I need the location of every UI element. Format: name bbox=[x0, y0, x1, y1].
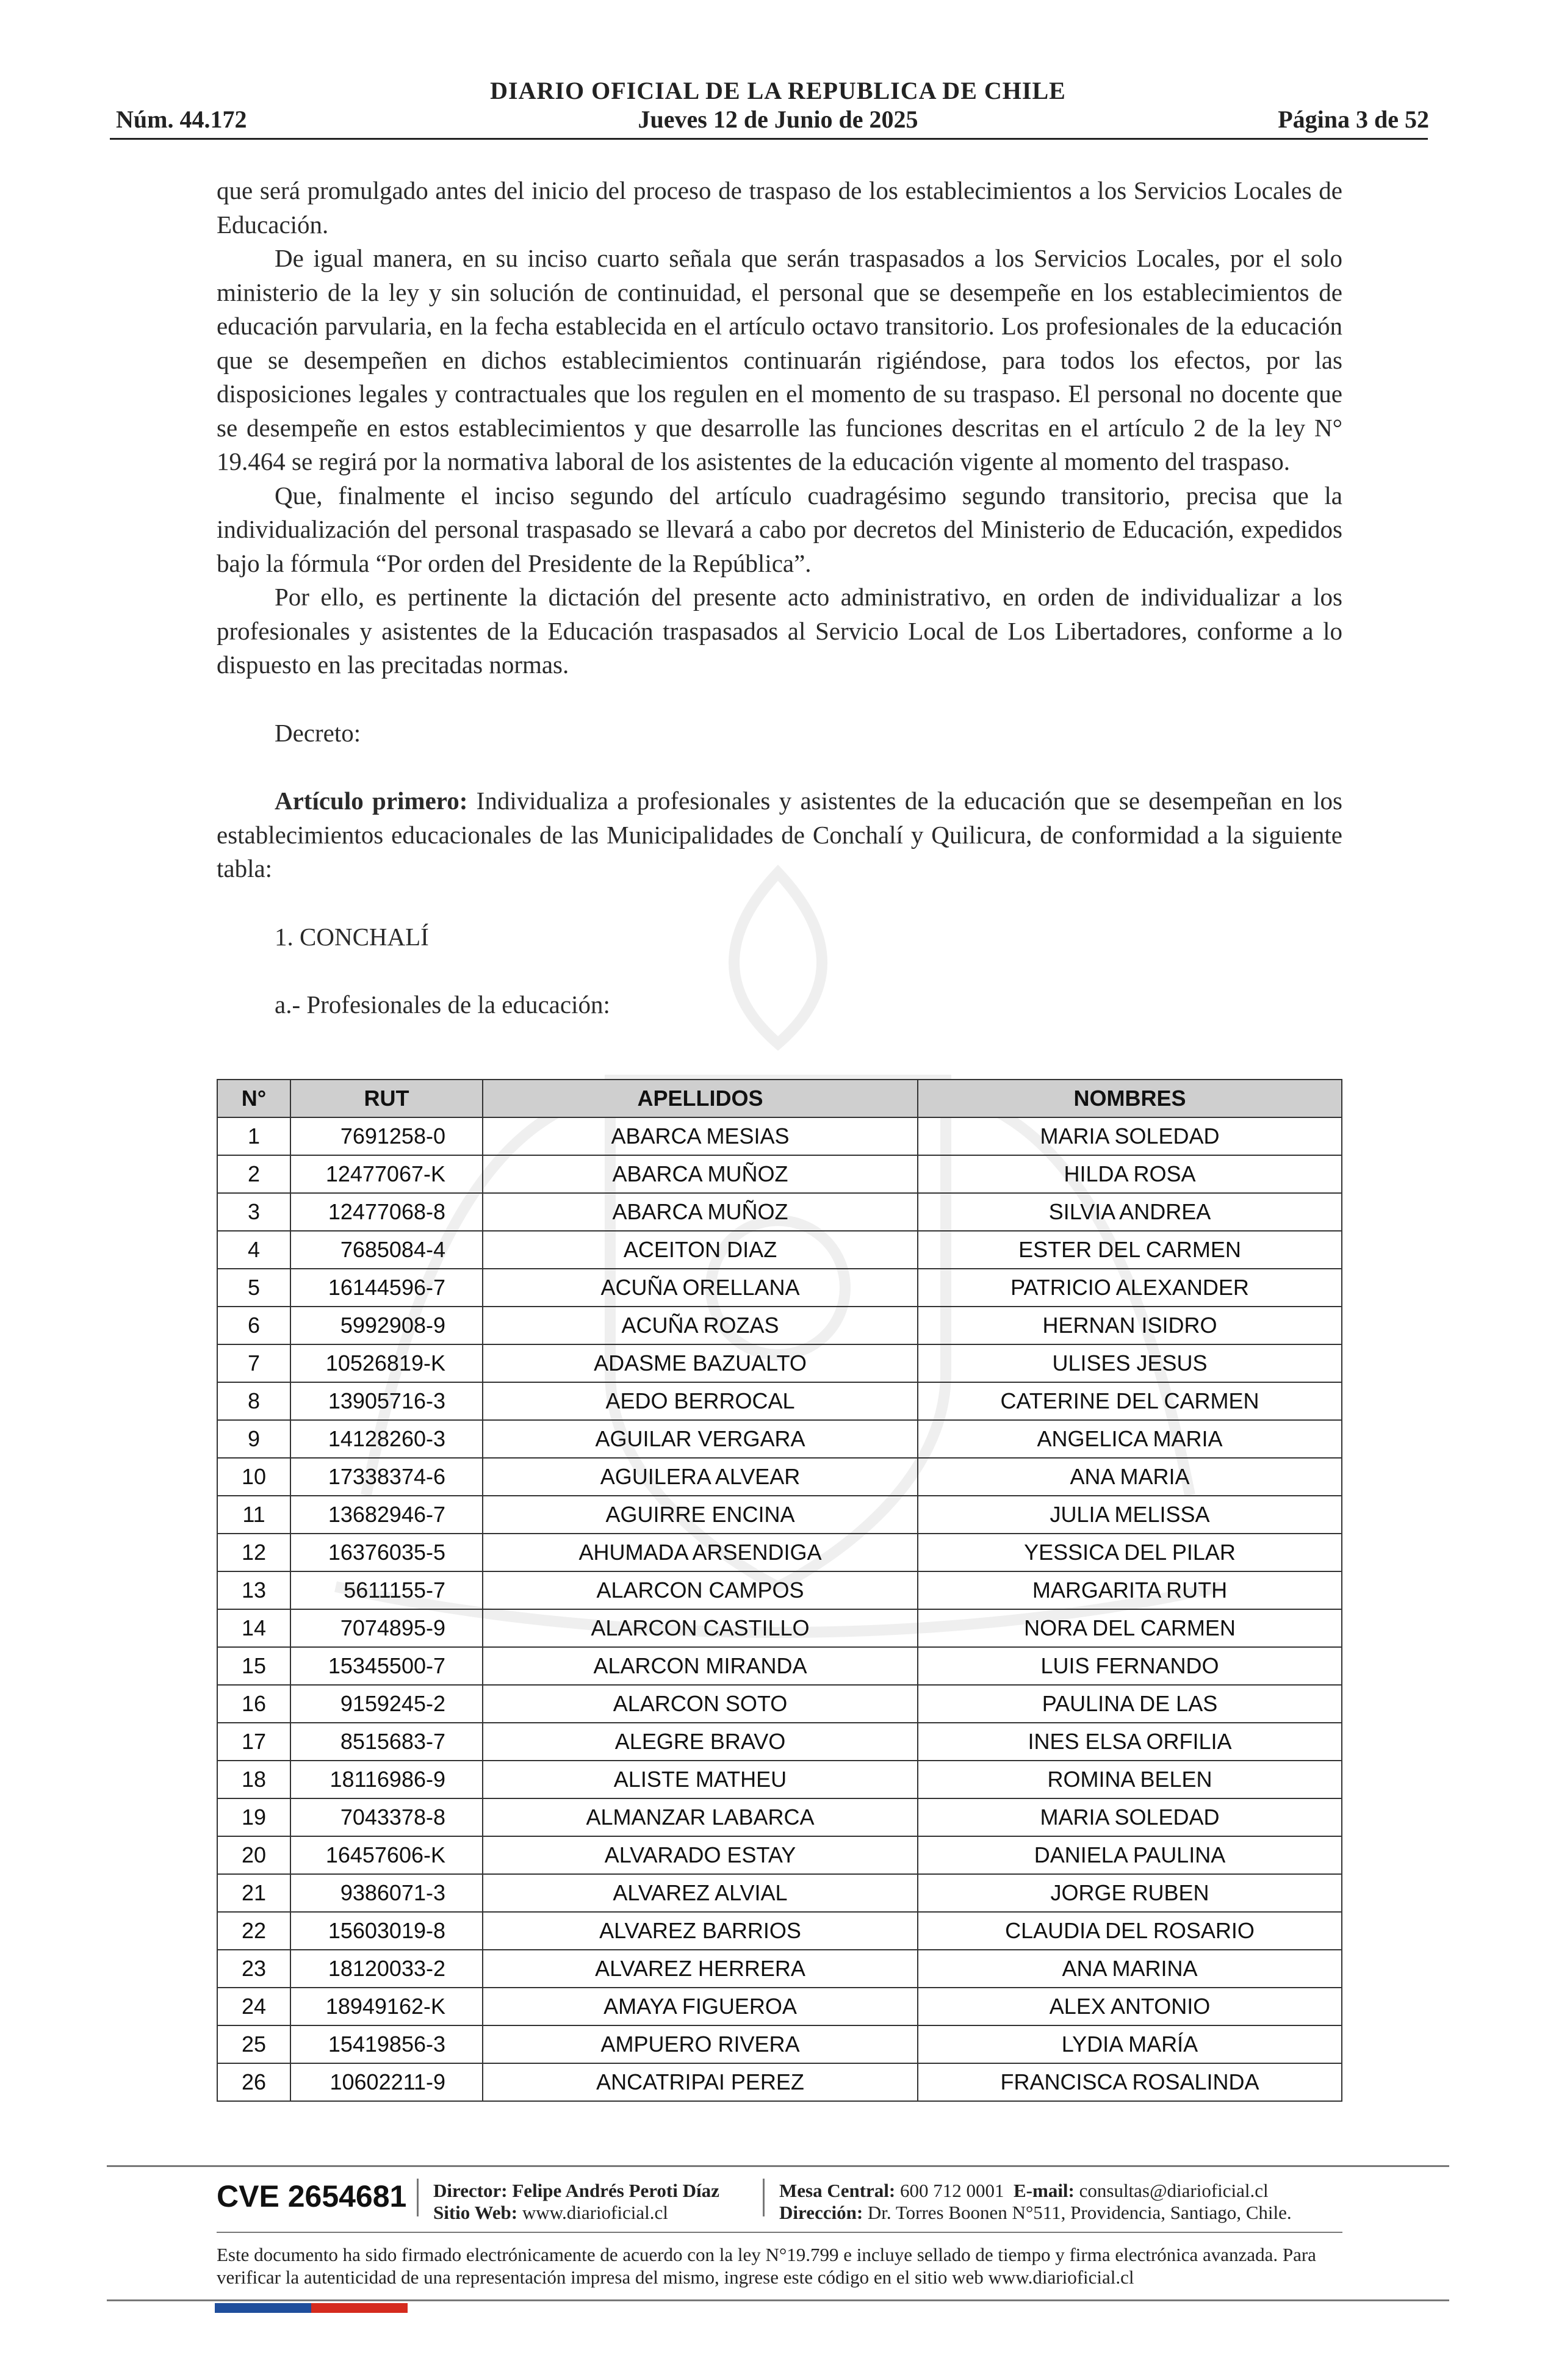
apellidos-cell: AEDO BERROCAL bbox=[483, 1382, 918, 1420]
table-header-row bbox=[217, 1080, 1342, 1117]
row-number: 6 bbox=[217, 1307, 290, 1344]
rut-cell: 9386071-3 bbox=[290, 1874, 483, 1912]
table-row bbox=[217, 1155, 1342, 1193]
rut-cell: 13905716-3 bbox=[290, 1382, 483, 1420]
nombres-cell: CLAUDIA DEL ROSARIO bbox=[918, 1912, 1342, 1950]
nombres-cell: ANA MARIA bbox=[918, 1458, 1342, 1496]
table-row bbox=[217, 1231, 1342, 1269]
row-number: 14 bbox=[217, 1609, 290, 1647]
footer-separator bbox=[417, 2179, 419, 2216]
header-divider bbox=[110, 138, 1428, 140]
address-text: Dr. Torres Boonen N°511, Providencia, Santiago, Chile. bbox=[867, 2202, 1292, 2223]
rut-cell: 10526819-K bbox=[290, 1344, 483, 1382]
table-row bbox=[217, 1534, 1342, 1571]
apellidos-cell: ALEGRE BRAVO bbox=[483, 1723, 918, 1761]
apellidos-cell: ALISTE MATHEU bbox=[483, 1761, 918, 1798]
apellidos-cell: ABARCA MUÑOZ bbox=[483, 1155, 918, 1193]
rut-cell: 7043378-8 bbox=[290, 1798, 483, 1836]
apellidos-cell: AGUIRRE ENCINA bbox=[483, 1496, 918, 1534]
publication-title: DIARIO OFICIAL DE LA REPUBLICA DE CHILE bbox=[490, 77, 1066, 104]
rut-cell: 13682946-7 bbox=[290, 1496, 483, 1534]
rut-cell: 16457606-K bbox=[290, 1836, 483, 1874]
decreto-heading: Decreto: bbox=[275, 718, 361, 747]
table-row bbox=[217, 1117, 1342, 1155]
table-row bbox=[217, 2025, 1342, 2063]
table-row bbox=[217, 1761, 1342, 1798]
row-number: 4 bbox=[217, 1231, 290, 1269]
apellidos-cell: ACEITON DIAZ bbox=[483, 1231, 918, 1269]
rut-cell: 16144596-7 bbox=[290, 1269, 483, 1307]
nombres-cell: SILVIA ANDREA bbox=[918, 1193, 1342, 1231]
apellidos-cell: ALVARADO ESTAY bbox=[483, 1836, 918, 1874]
apellidos-cell: ALMANZAR LABARCA bbox=[483, 1798, 918, 1836]
apellidos-cell: AHUMADA ARSENDIGA bbox=[483, 1534, 918, 1571]
nombres-cell: HERNAN ISIDRO bbox=[918, 1307, 1342, 1344]
column-header-nombres: NOMBRES bbox=[918, 1080, 1342, 1117]
table-row bbox=[217, 1685, 1342, 1723]
table-row bbox=[217, 1193, 1342, 1231]
nombres-cell: INES ELSA ORFILIA bbox=[918, 1723, 1342, 1761]
nombres-cell: HILDA ROSA bbox=[918, 1155, 1342, 1193]
rut-cell: 16376035-5 bbox=[290, 1534, 483, 1571]
flag-stripe-red bbox=[311, 2303, 408, 2313]
row-number: 11 bbox=[217, 1496, 290, 1534]
table-row bbox=[217, 1988, 1342, 2025]
apellidos-cell: ALVAREZ ALVIAL bbox=[483, 1874, 918, 1912]
apellidos-cell: ABARCA MESIAS bbox=[483, 1117, 918, 1155]
rut-cell: 14128260-3 bbox=[290, 1420, 483, 1458]
table-row bbox=[217, 1571, 1342, 1609]
rut-cell: 18120033-2 bbox=[290, 1950, 483, 1988]
email-link[interactable]: consultas@diarioficial.cl bbox=[1079, 2180, 1269, 2201]
site-label: Sitio Web: bbox=[433, 2202, 518, 2223]
table-row bbox=[217, 1344, 1342, 1382]
legal-notice: Este documento ha sido firmado electrónicamente de acuerdo con la ley N°19.799 e incluye sellado de tiempo y firma electrónica avanzada. Para verificar la autenticidad de una representación impresa del mismo, ingrese este código en el sitio web www.diarioficial.cl bbox=[217, 2244, 1316, 2288]
column-header-apellidos: APELLIDOS bbox=[483, 1080, 918, 1117]
rut-cell: 12477068-8 bbox=[290, 1193, 483, 1231]
nombres-cell: LUIS FERNANDO bbox=[918, 1647, 1342, 1685]
table-row bbox=[217, 1269, 1342, 1307]
row-number: 20 bbox=[217, 1836, 290, 1874]
nombres-cell: PATRICIO ALEXANDER bbox=[918, 1269, 1342, 1307]
rut-cell: 7074895-9 bbox=[290, 1609, 483, 1647]
rut-cell: 5992908-9 bbox=[290, 1307, 483, 1344]
apellidos-cell: ALARCON SOTO bbox=[483, 1685, 918, 1723]
row-number: 26 bbox=[217, 2063, 290, 2101]
rut-cell: 15345500-7 bbox=[290, 1647, 483, 1685]
paragraph-3: Que, finalmente el inciso segundo del artículo cuadragésimo segundo transitorio, precisa que la individualización del personal traspasado se llevará a cabo por decretos del Ministerio de Educación, expedidos bajo la fórmula “Por orden del Presidente de la República”. bbox=[217, 481, 1342, 577]
column-header-rut: RUT bbox=[290, 1080, 483, 1117]
rut-cell: 5611155-7 bbox=[290, 1571, 483, 1609]
apellidos-cell: ABARCA MUÑOZ bbox=[483, 1193, 918, 1231]
row-number: 2 bbox=[217, 1155, 290, 1193]
apellidos-cell: ANCATRIPAI PEREZ bbox=[483, 2063, 918, 2101]
table-row bbox=[217, 1950, 1342, 1988]
column-header-number: N° bbox=[217, 1080, 290, 1117]
nombres-cell: DANIELA PAULINA bbox=[918, 1836, 1342, 1874]
apellidos-cell: AGUILERA ALVEAR bbox=[483, 1458, 918, 1496]
table-row bbox=[217, 1458, 1342, 1496]
apellidos-cell: AMAYA FIGUEROA bbox=[483, 1988, 918, 2025]
rut-cell: 12477067-K bbox=[290, 1155, 483, 1193]
row-number: 25 bbox=[217, 2025, 290, 2063]
apellidos-cell: ALVAREZ BARRIOS bbox=[483, 1912, 918, 1950]
rut-cell: 7691258-0 bbox=[290, 1117, 483, 1155]
document-body bbox=[217, 174, 1342, 1022]
table-row bbox=[217, 1874, 1342, 1912]
row-number: 21 bbox=[217, 1874, 290, 1912]
apellidos-cell: ALARCON MIRANDA bbox=[483, 1647, 918, 1685]
page-header bbox=[0, 0, 1556, 146]
publication-date: Jueves 12 de Junio de 2025 bbox=[638, 106, 918, 133]
apellidos-cell: ACUÑA ORELLANA bbox=[483, 1269, 918, 1307]
nombres-cell: ALEX ANTONIO bbox=[918, 1988, 1342, 2025]
staff-table bbox=[217, 1079, 1342, 2102]
apellidos-cell: AMPUERO RIVERA bbox=[483, 2025, 918, 2063]
footer-separator bbox=[763, 2179, 765, 2216]
phone-label: Mesa Central: bbox=[779, 2180, 896, 2201]
contact-block bbox=[779, 2180, 1292, 2224]
row-number: 10 bbox=[217, 1458, 290, 1496]
table-row bbox=[217, 1382, 1342, 1420]
nombres-cell: MARIA SOLEDAD bbox=[918, 1117, 1342, 1155]
nombres-cell: MARGARITA RUTH bbox=[918, 1571, 1342, 1609]
rut-cell: 9159245-2 bbox=[290, 1685, 483, 1723]
rut-cell: 10602211-9 bbox=[290, 2063, 483, 2101]
director-block bbox=[433, 2180, 719, 2224]
nombres-cell: PAULINA DE LAS bbox=[918, 1685, 1342, 1723]
subsection-heading: a.- Profesionales de la educación: bbox=[275, 990, 610, 1019]
apellidos-cell: ALARCON CASTILLO bbox=[483, 1609, 918, 1647]
row-number: 5 bbox=[217, 1269, 290, 1307]
table-row bbox=[217, 1647, 1342, 1685]
phone-number: 600 712 0001 bbox=[900, 2180, 1004, 2201]
row-number: 17 bbox=[217, 1723, 290, 1761]
nombres-cell: LYDIA MARÍA bbox=[918, 2025, 1342, 2063]
paragraph-4: Por ello, es pertinente la dictación del presente acto administrativo, en orden de individualizar a los profesionales y asistentes de la Educación traspasados al Servicio Local de Los Libertadores, conforme a lo dispuesto en las precitadas normas. bbox=[217, 583, 1342, 679]
nombres-cell: ULISES JESUS bbox=[918, 1344, 1342, 1382]
rut-cell: 15419856-3 bbox=[290, 2025, 483, 2063]
nombres-cell: YESSICA DEL PILAR bbox=[918, 1534, 1342, 1571]
row-number: 15 bbox=[217, 1647, 290, 1685]
row-number: 7 bbox=[217, 1344, 290, 1382]
row-number: 16 bbox=[217, 1685, 290, 1723]
nombres-cell: ROMINA BELEN bbox=[918, 1761, 1342, 1798]
table-row bbox=[217, 1912, 1342, 1950]
nombres-cell: NORA DEL CARMEN bbox=[918, 1609, 1342, 1647]
footer-divider-top bbox=[107, 2165, 1449, 2167]
table-row bbox=[217, 1307, 1342, 1344]
row-number: 18 bbox=[217, 1761, 290, 1798]
table-row bbox=[217, 1798, 1342, 1836]
article-one-label: Artículo primero: bbox=[275, 787, 468, 815]
nombres-cell: ANGELICA MARIA bbox=[918, 1420, 1342, 1458]
paragraph-1: que será promulgado antes del inicio del proceso de traspaso de los establecimientos a los Servicios Locales de Educación. bbox=[217, 176, 1342, 239]
table-row bbox=[217, 1836, 1342, 1874]
site-link[interactable]: www.diarioficial.cl bbox=[522, 2202, 668, 2223]
director-name: Felipe Andrés Peroti Díaz bbox=[512, 2180, 719, 2201]
article-one bbox=[217, 784, 1342, 886]
row-number: 13 bbox=[217, 1571, 290, 1609]
rut-cell: 7685084-4 bbox=[290, 1231, 483, 1269]
nombres-cell: ESTER DEL CARMEN bbox=[918, 1231, 1342, 1269]
paragraph-2: De igual manera, en su inciso cuarto señala que serán traspasados a los Servicios Locales, por el solo ministerio de la ley y sin solución de continuidad, el personal que se desempeñe en los establecimientos de educación parvularia, en la fecha establecida en el artículo octavo transitorio. Los profesionales de la educación que se desempeñen en dichos establecimientos continuarán rigiéndose, para todos los efectos, por las disposiciones legales y contractuales que los regulen en el momento de su traspaso. El personal no docente que se desempeñe en estos establecimientos y que desarrolle las funciones descritas en el artículo 2 de la ley N° 19.464 se regirá por la normativa laboral de los asistentes de la educación vigente al momento del traspaso. bbox=[217, 244, 1342, 475]
apellidos-cell: AGUILAR VERGARA bbox=[483, 1420, 918, 1458]
section-heading: 1. CONCHALÍ bbox=[275, 922, 429, 951]
table-row bbox=[217, 2063, 1342, 2101]
apellidos-cell: ACUÑA ROZAS bbox=[483, 1307, 918, 1344]
issue-number: Núm. 44.172 bbox=[116, 106, 247, 133]
table-row bbox=[217, 1420, 1342, 1458]
row-number: 12 bbox=[217, 1534, 290, 1571]
nombres-cell: JORGE RUBEN bbox=[918, 1874, 1342, 1912]
rut-cell: 18116986-9 bbox=[290, 1761, 483, 1798]
apellidos-cell: ALARCON CAMPOS bbox=[483, 1571, 918, 1609]
row-number: 8 bbox=[217, 1382, 290, 1420]
article-one-text: Individualiza a profesionales y asistentes de la educación que se desempeñan en los establecimientos educacionales de las Municipalidades de Conchalí y Quilicura, de conformidad a la siguiente tabla: bbox=[217, 787, 1342, 882]
nombres-cell: FRANCISCA ROSALINDA bbox=[918, 2063, 1342, 2101]
row-number: 3 bbox=[217, 1193, 290, 1231]
apellidos-cell: ADASME BAZUALTO bbox=[483, 1344, 918, 1382]
row-number: 22 bbox=[217, 1912, 290, 1950]
nombres-cell: ANA MARINA bbox=[918, 1950, 1342, 1988]
address-label: Dirección: bbox=[779, 2202, 863, 2223]
director-label: Director: bbox=[433, 2180, 508, 2201]
row-number: 1 bbox=[217, 1117, 290, 1155]
table-row bbox=[217, 1723, 1342, 1761]
nombres-cell: CATERINE DEL CARMEN bbox=[918, 1382, 1342, 1420]
footer-divider-bottom bbox=[107, 2299, 1449, 2301]
rut-cell: 15603019-8 bbox=[290, 1912, 483, 1950]
nombres-cell: JULIA MELISSA bbox=[918, 1496, 1342, 1534]
flag-stripe-blue bbox=[215, 2303, 311, 2313]
row-number: 9 bbox=[217, 1420, 290, 1458]
row-number: 19 bbox=[217, 1798, 290, 1836]
cve-code: CVE 2654681 bbox=[217, 2179, 407, 2213]
rut-cell: 8515683-7 bbox=[290, 1723, 483, 1761]
apellidos-cell: ALVAREZ HERRERA bbox=[483, 1950, 918, 1988]
table-row bbox=[217, 1609, 1342, 1647]
page-number: Página 3 de 52 bbox=[1278, 106, 1429, 133]
nombres-cell: MARIA SOLEDAD bbox=[918, 1798, 1342, 1836]
row-number: 24 bbox=[217, 1988, 290, 2025]
footer-divider-middle bbox=[217, 2232, 1342, 2233]
table-row bbox=[217, 1496, 1342, 1534]
row-number: 23 bbox=[217, 1950, 290, 1988]
email-label: E-mail: bbox=[1014, 2180, 1075, 2201]
rut-cell: 18949162-K bbox=[290, 1988, 483, 2025]
rut-cell: 17338374-6 bbox=[290, 1458, 483, 1496]
